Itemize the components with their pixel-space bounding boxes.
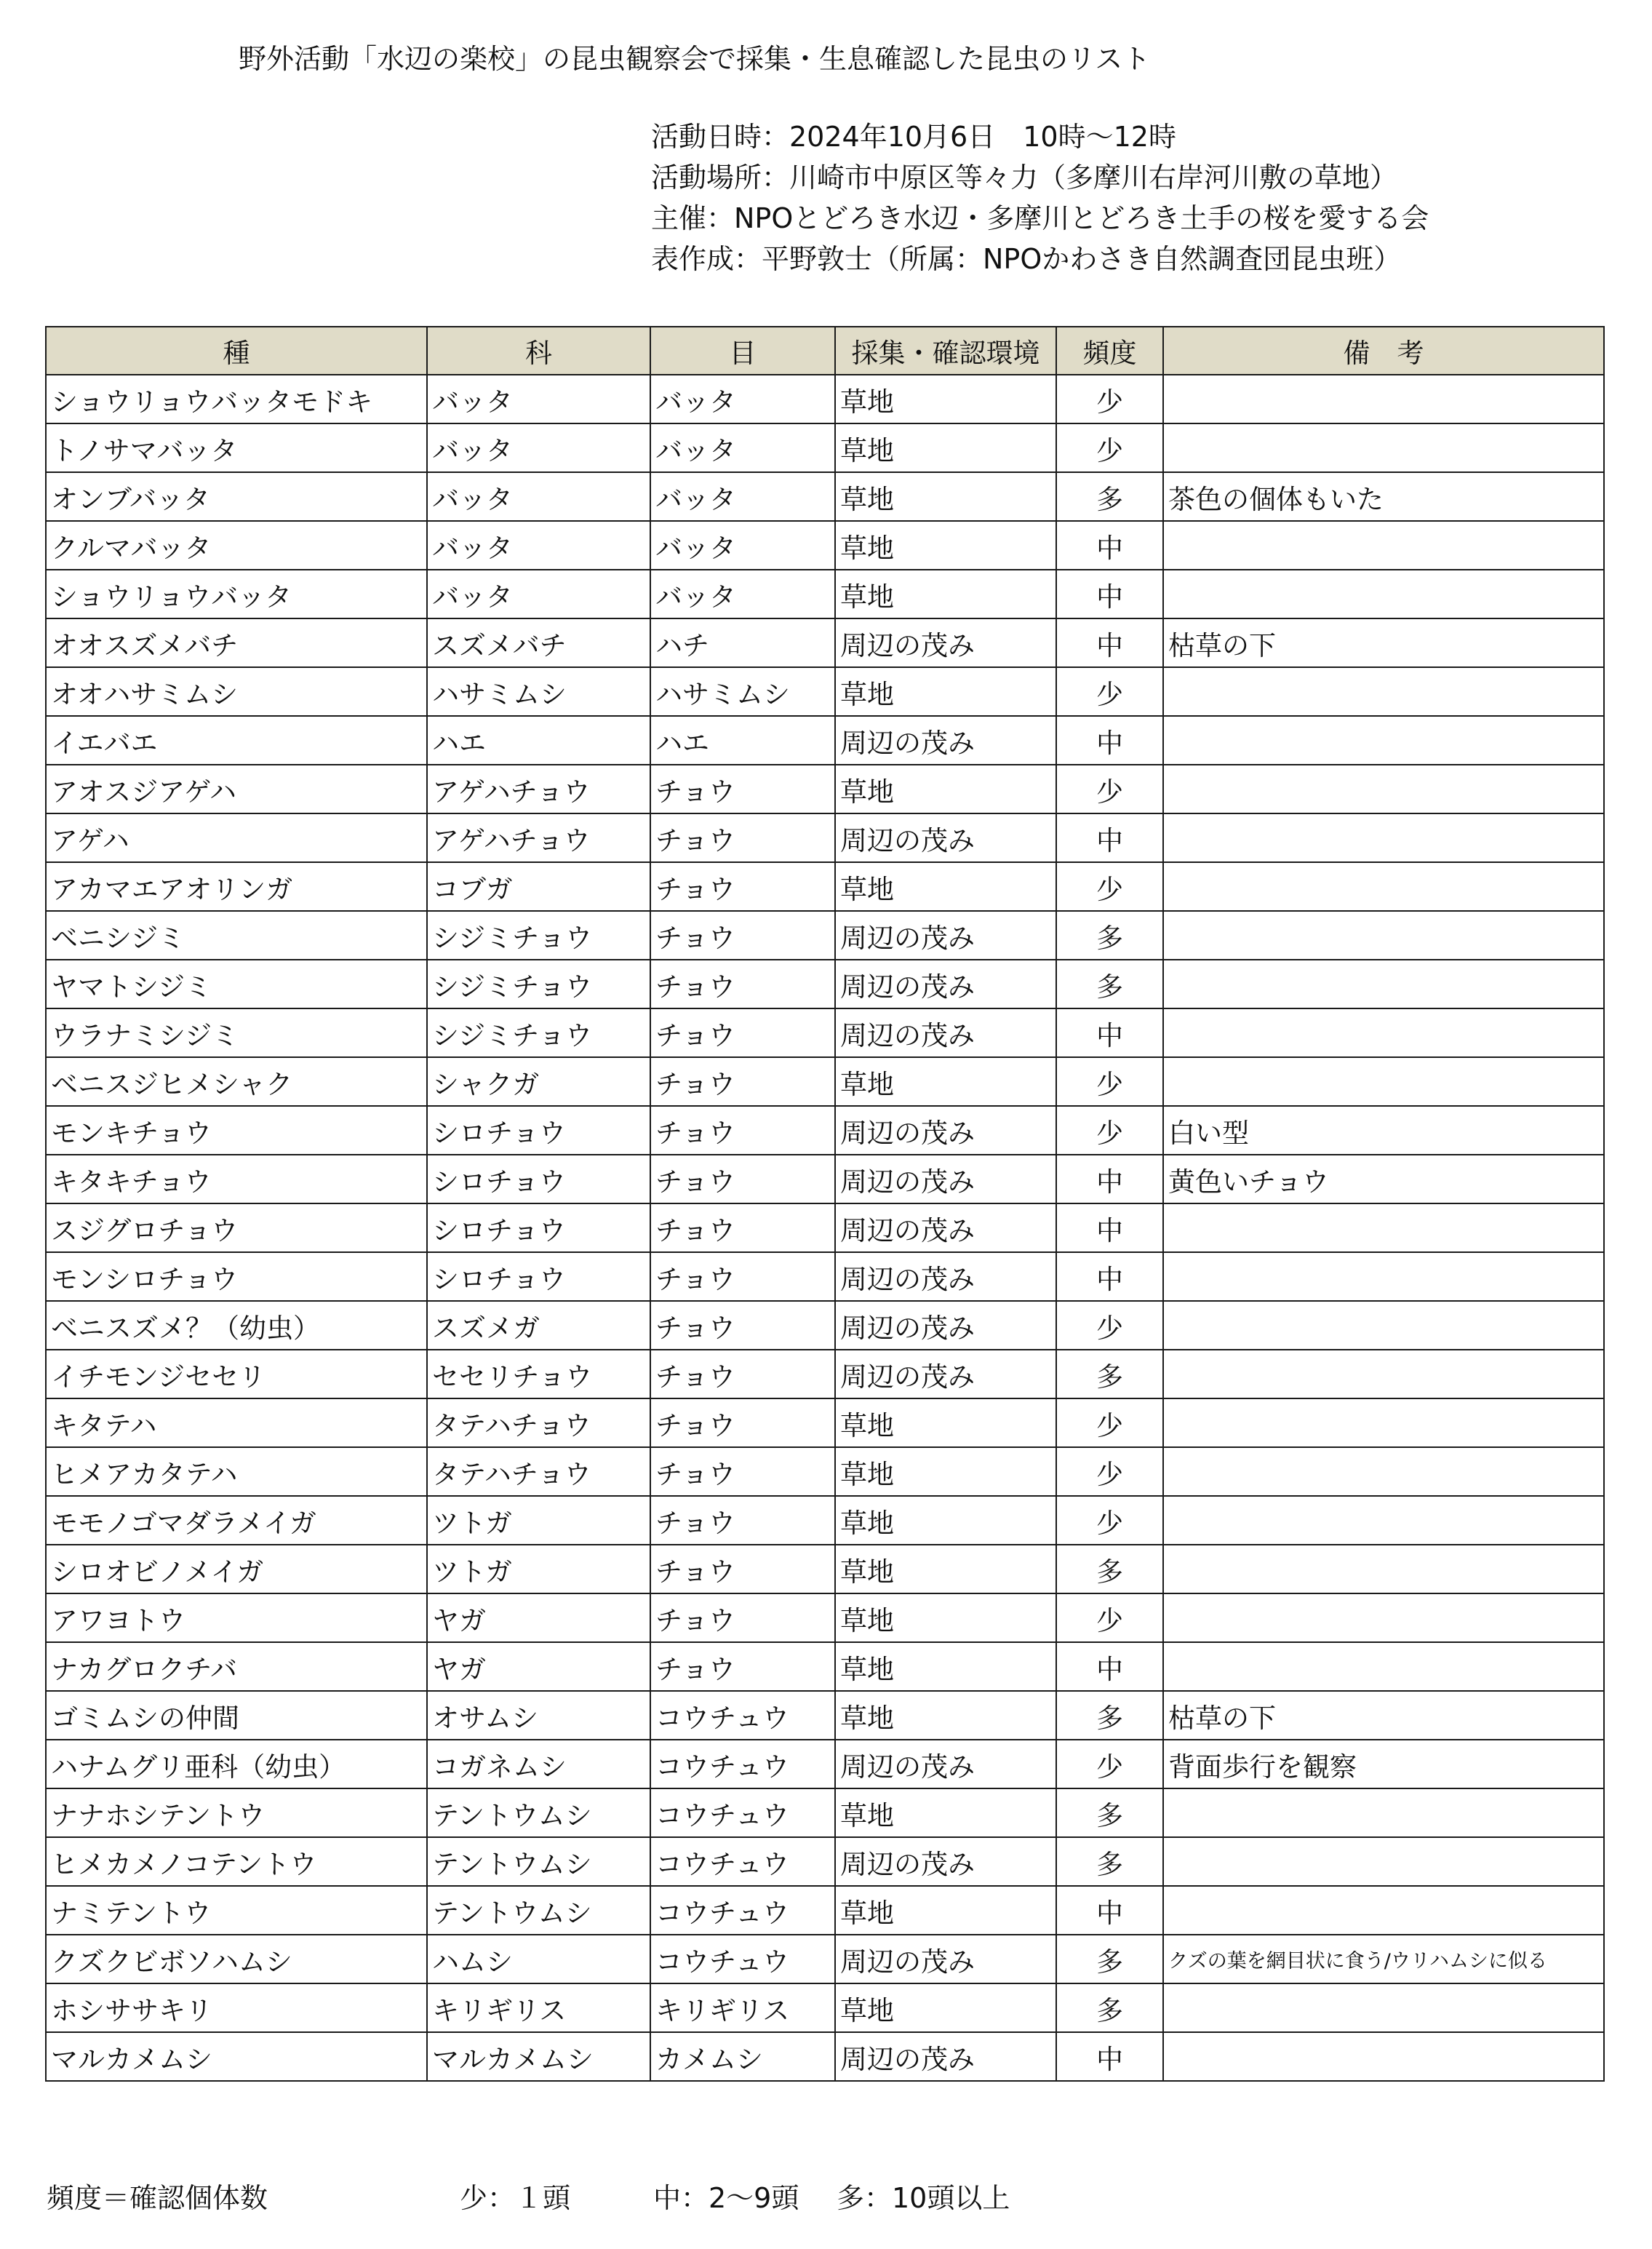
table-author: 表作成：平野敦士（所属：NPOかわさき自然調査団昆虫班） — [651, 243, 1402, 275]
cell-family: テントウムシ — [427, 1886, 650, 1935]
cell-environment: 周辺の茂み — [835, 1008, 1056, 1057]
cell-species: ナミテントウ — [46, 1886, 427, 1935]
table-row — [46, 1740, 1604, 1788]
cell-order: チョウ — [650, 1252, 835, 1301]
cell-order: ハエ — [650, 716, 835, 765]
cell-family: バッタ — [427, 423, 650, 472]
table-row — [46, 716, 1604, 765]
cell-frequency: 少 — [1056, 667, 1163, 716]
table-row — [46, 911, 1604, 960]
cell-family: シロチョウ — [427, 1106, 650, 1155]
cell-environment: 草地 — [835, 1398, 1056, 1447]
cell-environment: 周辺の茂み — [835, 911, 1056, 960]
cell-frequency: 中 — [1056, 1642, 1163, 1691]
cell-order: チョウ — [650, 960, 835, 1008]
cell-frequency: 中 — [1056, 813, 1163, 862]
cell-frequency: 少 — [1056, 423, 1163, 472]
table-row — [46, 1203, 1604, 1252]
cell-species: アオスジアゲハ — [46, 765, 427, 813]
cell-family: スズメバチ — [427, 618, 650, 667]
cell-frequency: 多 — [1056, 1788, 1163, 1837]
table-header-row — [46, 327, 1604, 375]
table-row — [46, 862, 1604, 911]
cell-remarks — [1163, 716, 1604, 765]
cell-species: ショウリョウバッタモドキ — [46, 375, 427, 423]
cell-order: チョウ — [650, 1301, 835, 1350]
cell-family: ツトガ — [427, 1496, 650, 1545]
cell-environment: 草地 — [835, 472, 1056, 521]
cell-environment: 草地 — [835, 1983, 1056, 2032]
cell-family: シロチョウ — [427, 1203, 650, 1252]
cell-species: オンブバッタ — [46, 472, 427, 521]
cell-environment: 草地 — [835, 765, 1056, 813]
cell-frequency: 多 — [1056, 1545, 1163, 1593]
cell-species: アゲハ — [46, 813, 427, 862]
cell-species: ホシササキリ — [46, 1983, 427, 2032]
cell-species: キタキチョウ — [46, 1155, 427, 1203]
cell-remarks: 茶色の個体もいた — [1163, 472, 1604, 521]
cell-order: ハサミムシ — [650, 667, 835, 716]
cell-frequency: 中 — [1056, 716, 1163, 765]
table-row — [46, 521, 1604, 570]
cell-environment: 周辺の茂み — [835, 813, 1056, 862]
table-row — [46, 1691, 1604, 1740]
cell-remarks — [1163, 1886, 1604, 1935]
cell-species: ヒメアカタテハ — [46, 1447, 427, 1496]
table-row — [46, 813, 1604, 862]
cell-environment: 周辺の茂み — [835, 1837, 1056, 1886]
cell-remarks — [1163, 521, 1604, 570]
frequency-many: 多：10頭以上 — [837, 2182, 1010, 2214]
cell-environment: 草地 — [835, 1691, 1056, 1740]
cell-remarks — [1163, 960, 1604, 1008]
frequency-mid: 中：2～9頭 — [653, 2182, 799, 2214]
cell-environment: 周辺の茂み — [835, 1740, 1056, 1788]
cell-frequency: 少 — [1056, 1740, 1163, 1788]
cell-environment: 草地 — [835, 521, 1056, 570]
cell-order: バッタ — [650, 521, 835, 570]
cell-species: キタテハ — [46, 1398, 427, 1447]
cell-order: チョウ — [650, 813, 835, 862]
table-row — [46, 1398, 1604, 1447]
cell-remarks — [1163, 1252, 1604, 1301]
cell-family: バッタ — [427, 375, 650, 423]
cell-species: トノサマバッタ — [46, 423, 427, 472]
cell-order: チョウ — [650, 1545, 835, 1593]
table-row — [46, 1983, 1604, 2032]
cell-order: コウチュウ — [650, 1935, 835, 1983]
cell-order: チョウ — [650, 911, 835, 960]
cell-family: バッタ — [427, 521, 650, 570]
cell-species: ハナムグリ亜科（幼虫） — [46, 1740, 427, 1788]
cell-environment: 草地 — [835, 1447, 1056, 1496]
cell-family: アゲハチョウ — [427, 765, 650, 813]
cell-order: チョウ — [650, 1155, 835, 1203]
cell-frequency: 多 — [1056, 960, 1163, 1008]
cell-environment: 草地 — [835, 1496, 1056, 1545]
cell-species: イエバエ — [46, 716, 427, 765]
cell-species: ヒメカメノコテントウ — [46, 1837, 427, 1886]
cell-species: オオスズメバチ — [46, 618, 427, 667]
cell-remarks — [1163, 765, 1604, 813]
cell-remarks — [1163, 1057, 1604, 1106]
cell-environment: 周辺の茂み — [835, 1301, 1056, 1350]
cell-order: コウチュウ — [650, 1691, 835, 1740]
cell-order: チョウ — [650, 1398, 835, 1447]
cell-species: モンシロチョウ — [46, 1252, 427, 1301]
table-row — [46, 1496, 1604, 1545]
table-row — [46, 570, 1604, 618]
cell-order: チョウ — [650, 1593, 835, 1642]
cell-environment: 周辺の茂み — [835, 960, 1056, 1008]
cell-environment: 周辺の茂み — [835, 618, 1056, 667]
header-frequency: 頻度 — [1056, 327, 1163, 375]
table-row — [46, 1642, 1604, 1691]
cell-family: ヤガ — [427, 1642, 650, 1691]
cell-frequency: 少 — [1056, 1593, 1163, 1642]
cell-order: バッタ — [650, 570, 835, 618]
cell-frequency: 少 — [1056, 765, 1163, 813]
cell-family: コガネムシ — [427, 1740, 650, 1788]
header-species: 種 — [46, 327, 427, 375]
cell-environment: 草地 — [835, 1642, 1056, 1691]
cell-order: コウチュウ — [650, 1837, 835, 1886]
cell-family: シャクガ — [427, 1057, 650, 1106]
cell-frequency: 多 — [1056, 1350, 1163, 1398]
cell-species: シロオビノメイガ — [46, 1545, 427, 1593]
cell-order: ハチ — [650, 618, 835, 667]
cell-family: キリギリス — [427, 1983, 650, 2032]
cell-family: ヤガ — [427, 1593, 650, 1642]
table-row — [46, 1106, 1604, 1155]
cell-order: バッタ — [650, 423, 835, 472]
cell-order: コウチュウ — [650, 1788, 835, 1837]
cell-species: アカマエアオリンガ — [46, 862, 427, 911]
header-remarks: 備 考 — [1163, 327, 1604, 375]
cell-remarks — [1163, 1301, 1604, 1350]
cell-environment: 草地 — [835, 1545, 1056, 1593]
activity-info — [651, 116, 1429, 279]
table-row — [46, 1350, 1604, 1398]
cell-family: テントウムシ — [427, 1837, 650, 1886]
cell-family: セセリチョウ — [427, 1350, 650, 1398]
cell-order: チョウ — [650, 765, 835, 813]
cell-frequency: 中 — [1056, 1252, 1163, 1301]
cell-species: ヤマトシジミ — [46, 960, 427, 1008]
cell-frequency: 多 — [1056, 1935, 1163, 1983]
cell-order: チョウ — [650, 1642, 835, 1691]
cell-order: チョウ — [650, 1496, 835, 1545]
cell-remarks: クズの葉を網目状に食う/ウリハムシに似る — [1163, 1935, 1604, 1983]
cell-environment: 草地 — [835, 375, 1056, 423]
cell-order: バッタ — [650, 375, 835, 423]
cell-family: シジミチョウ — [427, 1008, 650, 1057]
cell-remarks — [1163, 1203, 1604, 1252]
activity-place: 活動場所：川崎市中原区等々力（多摩川右岸河川敷の草地） — [651, 162, 1398, 194]
cell-environment: 周辺の茂み — [835, 1106, 1056, 1155]
table-row — [46, 2032, 1604, 2081]
cell-remarks — [1163, 911, 1604, 960]
cell-frequency: 多 — [1056, 911, 1163, 960]
page-title: 野外活動「水辺の楽校」の昆虫観察会で採集・生息確認した昆虫のリスト — [239, 43, 1151, 75]
cell-species: クルマバッタ — [46, 521, 427, 570]
cell-frequency: 多 — [1056, 1837, 1163, 1886]
cell-frequency: 中 — [1056, 1155, 1163, 1203]
cell-environment: 周辺の茂み — [835, 1155, 1056, 1203]
cell-frequency: 多 — [1056, 1983, 1163, 2032]
cell-family: シロチョウ — [427, 1155, 650, 1203]
cell-environment: 草地 — [835, 862, 1056, 911]
cell-environment: 草地 — [835, 423, 1056, 472]
cell-family: コブガ — [427, 862, 650, 911]
cell-remarks — [1163, 1837, 1604, 1886]
activity-date: 活動日時：2024年10月6日 10時～12時 — [651, 121, 1176, 153]
cell-family: シジミチョウ — [427, 960, 650, 1008]
cell-frequency: 中 — [1056, 1008, 1163, 1057]
cell-family: シロチョウ — [427, 1252, 650, 1301]
cell-family: タテハチョウ — [427, 1447, 650, 1496]
cell-remarks: 白い型 — [1163, 1106, 1604, 1155]
table-row — [46, 1008, 1604, 1057]
table-row — [46, 1837, 1604, 1886]
cell-frequency: 中 — [1056, 521, 1163, 570]
cell-environment: 草地 — [835, 1057, 1056, 1106]
cell-remarks — [1163, 813, 1604, 862]
cell-environment: 草地 — [835, 570, 1056, 618]
cell-environment: 周辺の茂み — [835, 1203, 1056, 1252]
cell-remarks — [1163, 1983, 1604, 2032]
cell-remarks — [1163, 1496, 1604, 1545]
cell-family: テントウムシ — [427, 1788, 650, 1837]
table-body — [46, 375, 1604, 2081]
cell-remarks — [1163, 570, 1604, 618]
table-row — [46, 1788, 1604, 1837]
cell-species: アワヨトウ — [46, 1593, 427, 1642]
cell-frequency: 少 — [1056, 1447, 1163, 1496]
activity-host: 主催：NPOとどろき水辺・多摩川とどろき土手の桜を愛する会 — [651, 202, 1429, 234]
header-family: 科 — [427, 327, 650, 375]
table-row — [46, 1301, 1604, 1350]
cell-remarks — [1163, 1788, 1604, 1837]
cell-remarks: 枯草の下 — [1163, 1691, 1604, 1740]
table-row — [46, 667, 1604, 716]
cell-species: ショウリョウバッタ — [46, 570, 427, 618]
cell-species: ナカグロクチバ — [46, 1642, 427, 1691]
cell-remarks — [1163, 1593, 1604, 1642]
cell-species: モンキチョウ — [46, 1106, 427, 1155]
cell-remarks — [1163, 1350, 1604, 1398]
cell-order: コウチュウ — [650, 1886, 835, 1935]
cell-order: チョウ — [650, 1447, 835, 1496]
header-order: 目 — [650, 327, 835, 375]
cell-species: クズクビボソハムシ — [46, 1935, 427, 1983]
cell-family: ツトガ — [427, 1545, 650, 1593]
cell-frequency: 中 — [1056, 1886, 1163, 1935]
cell-species: スジグロチョウ — [46, 1203, 427, 1252]
cell-remarks — [1163, 862, 1604, 911]
cell-remarks — [1163, 423, 1604, 472]
cell-order: コウチュウ — [650, 1740, 835, 1788]
insect-table — [45, 326, 1605, 2082]
cell-remarks — [1163, 1398, 1604, 1447]
cell-species: ベニスズメ？（幼虫） — [46, 1301, 427, 1350]
cell-remarks — [1163, 2032, 1604, 2081]
cell-species: ベニスジヒメシャク — [46, 1057, 427, 1106]
cell-family: スズメガ — [427, 1301, 650, 1350]
cell-species: オオハサミムシ — [46, 667, 427, 716]
cell-environment: 草地 — [835, 1593, 1056, 1642]
cell-environment: 周辺の茂み — [835, 1350, 1056, 1398]
cell-order: バッタ — [650, 472, 835, 521]
cell-environment: 周辺の茂み — [835, 716, 1056, 765]
cell-family: ハムシ — [427, 1935, 650, 1983]
cell-remarks — [1163, 375, 1604, 423]
cell-frequency: 少 — [1056, 375, 1163, 423]
cell-remarks — [1163, 1545, 1604, 1593]
header-environment: 採集・確認環境 — [835, 327, 1056, 375]
cell-order: チョウ — [650, 1350, 835, 1398]
table-row — [46, 472, 1604, 521]
cell-frequency: 少 — [1056, 862, 1163, 911]
cell-family: ハサミムシ — [427, 667, 650, 716]
cell-remarks — [1163, 1008, 1604, 1057]
cell-frequency: 中 — [1056, 570, 1163, 618]
cell-species: マルカメムシ — [46, 2032, 427, 2081]
cell-family: アゲハチョウ — [427, 813, 650, 862]
table-row — [46, 1545, 1604, 1593]
cell-environment: 草地 — [835, 667, 1056, 716]
cell-order: チョウ — [650, 1057, 835, 1106]
cell-remarks: 枯草の下 — [1163, 618, 1604, 667]
cell-order: チョウ — [650, 1106, 835, 1155]
cell-frequency: 少 — [1056, 1398, 1163, 1447]
cell-frequency: 多 — [1056, 1691, 1163, 1740]
table-row — [46, 765, 1604, 813]
table-row — [46, 423, 1604, 472]
cell-order: チョウ — [650, 862, 835, 911]
cell-species: イチモンジセセリ — [46, 1350, 427, 1398]
table-row — [46, 1935, 1604, 1983]
cell-family: タテハチョウ — [427, 1398, 650, 1447]
cell-family: ハエ — [427, 716, 650, 765]
table-row — [46, 960, 1604, 1008]
cell-species: ナナホシテントウ — [46, 1788, 427, 1837]
cell-order: キリギリス — [650, 1983, 835, 2032]
frequency-definition: 頻度＝確認個体数 — [47, 2182, 268, 2214]
cell-family: バッタ — [427, 570, 650, 618]
cell-environment: 周辺の茂み — [835, 1935, 1056, 1983]
cell-family: オサムシ — [427, 1691, 650, 1740]
cell-order: カメムシ — [650, 2032, 835, 2081]
cell-remarks — [1163, 1447, 1604, 1496]
cell-family: バッタ — [427, 472, 650, 521]
cell-frequency: 中 — [1056, 618, 1163, 667]
cell-family: シジミチョウ — [427, 911, 650, 960]
table-row — [46, 618, 1604, 667]
cell-remarks — [1163, 1642, 1604, 1691]
frequency-few: 少：１頭 — [460, 2182, 571, 2214]
cell-species: ゴミムシの仲間 — [46, 1691, 427, 1740]
cell-frequency: 少 — [1056, 1057, 1163, 1106]
cell-species: ベニシジミ — [46, 911, 427, 960]
cell-family: マルカメムシ — [427, 2032, 650, 2081]
table-row — [46, 375, 1604, 423]
cell-species: ウラナミシジミ — [46, 1008, 427, 1057]
table-row — [46, 1252, 1604, 1301]
table-row — [46, 1057, 1604, 1106]
table-row — [46, 1593, 1604, 1642]
cell-frequency: 多 — [1056, 472, 1163, 521]
cell-frequency: 少 — [1056, 1301, 1163, 1350]
table-row — [46, 1886, 1604, 1935]
table-row — [46, 1155, 1604, 1203]
cell-remarks: 背面歩行を観察 — [1163, 1740, 1604, 1788]
table-row — [46, 1447, 1604, 1496]
cell-species: モモノゴマダラメイガ — [46, 1496, 427, 1545]
cell-frequency: 少 — [1056, 1106, 1163, 1155]
cell-frequency: 少 — [1056, 1496, 1163, 1545]
cell-order: チョウ — [650, 1008, 835, 1057]
cell-environment: 周辺の茂み — [835, 1252, 1056, 1301]
cell-environment: 周辺の茂み — [835, 2032, 1056, 2081]
cell-remarks: 黄色いチョウ — [1163, 1155, 1604, 1203]
cell-environment: 草地 — [835, 1788, 1056, 1837]
cell-remarks — [1163, 667, 1604, 716]
cell-environment: 草地 — [835, 1886, 1056, 1935]
cell-order: チョウ — [650, 1203, 835, 1252]
cell-frequency: 中 — [1056, 2032, 1163, 2081]
cell-frequency: 中 — [1056, 1203, 1163, 1252]
